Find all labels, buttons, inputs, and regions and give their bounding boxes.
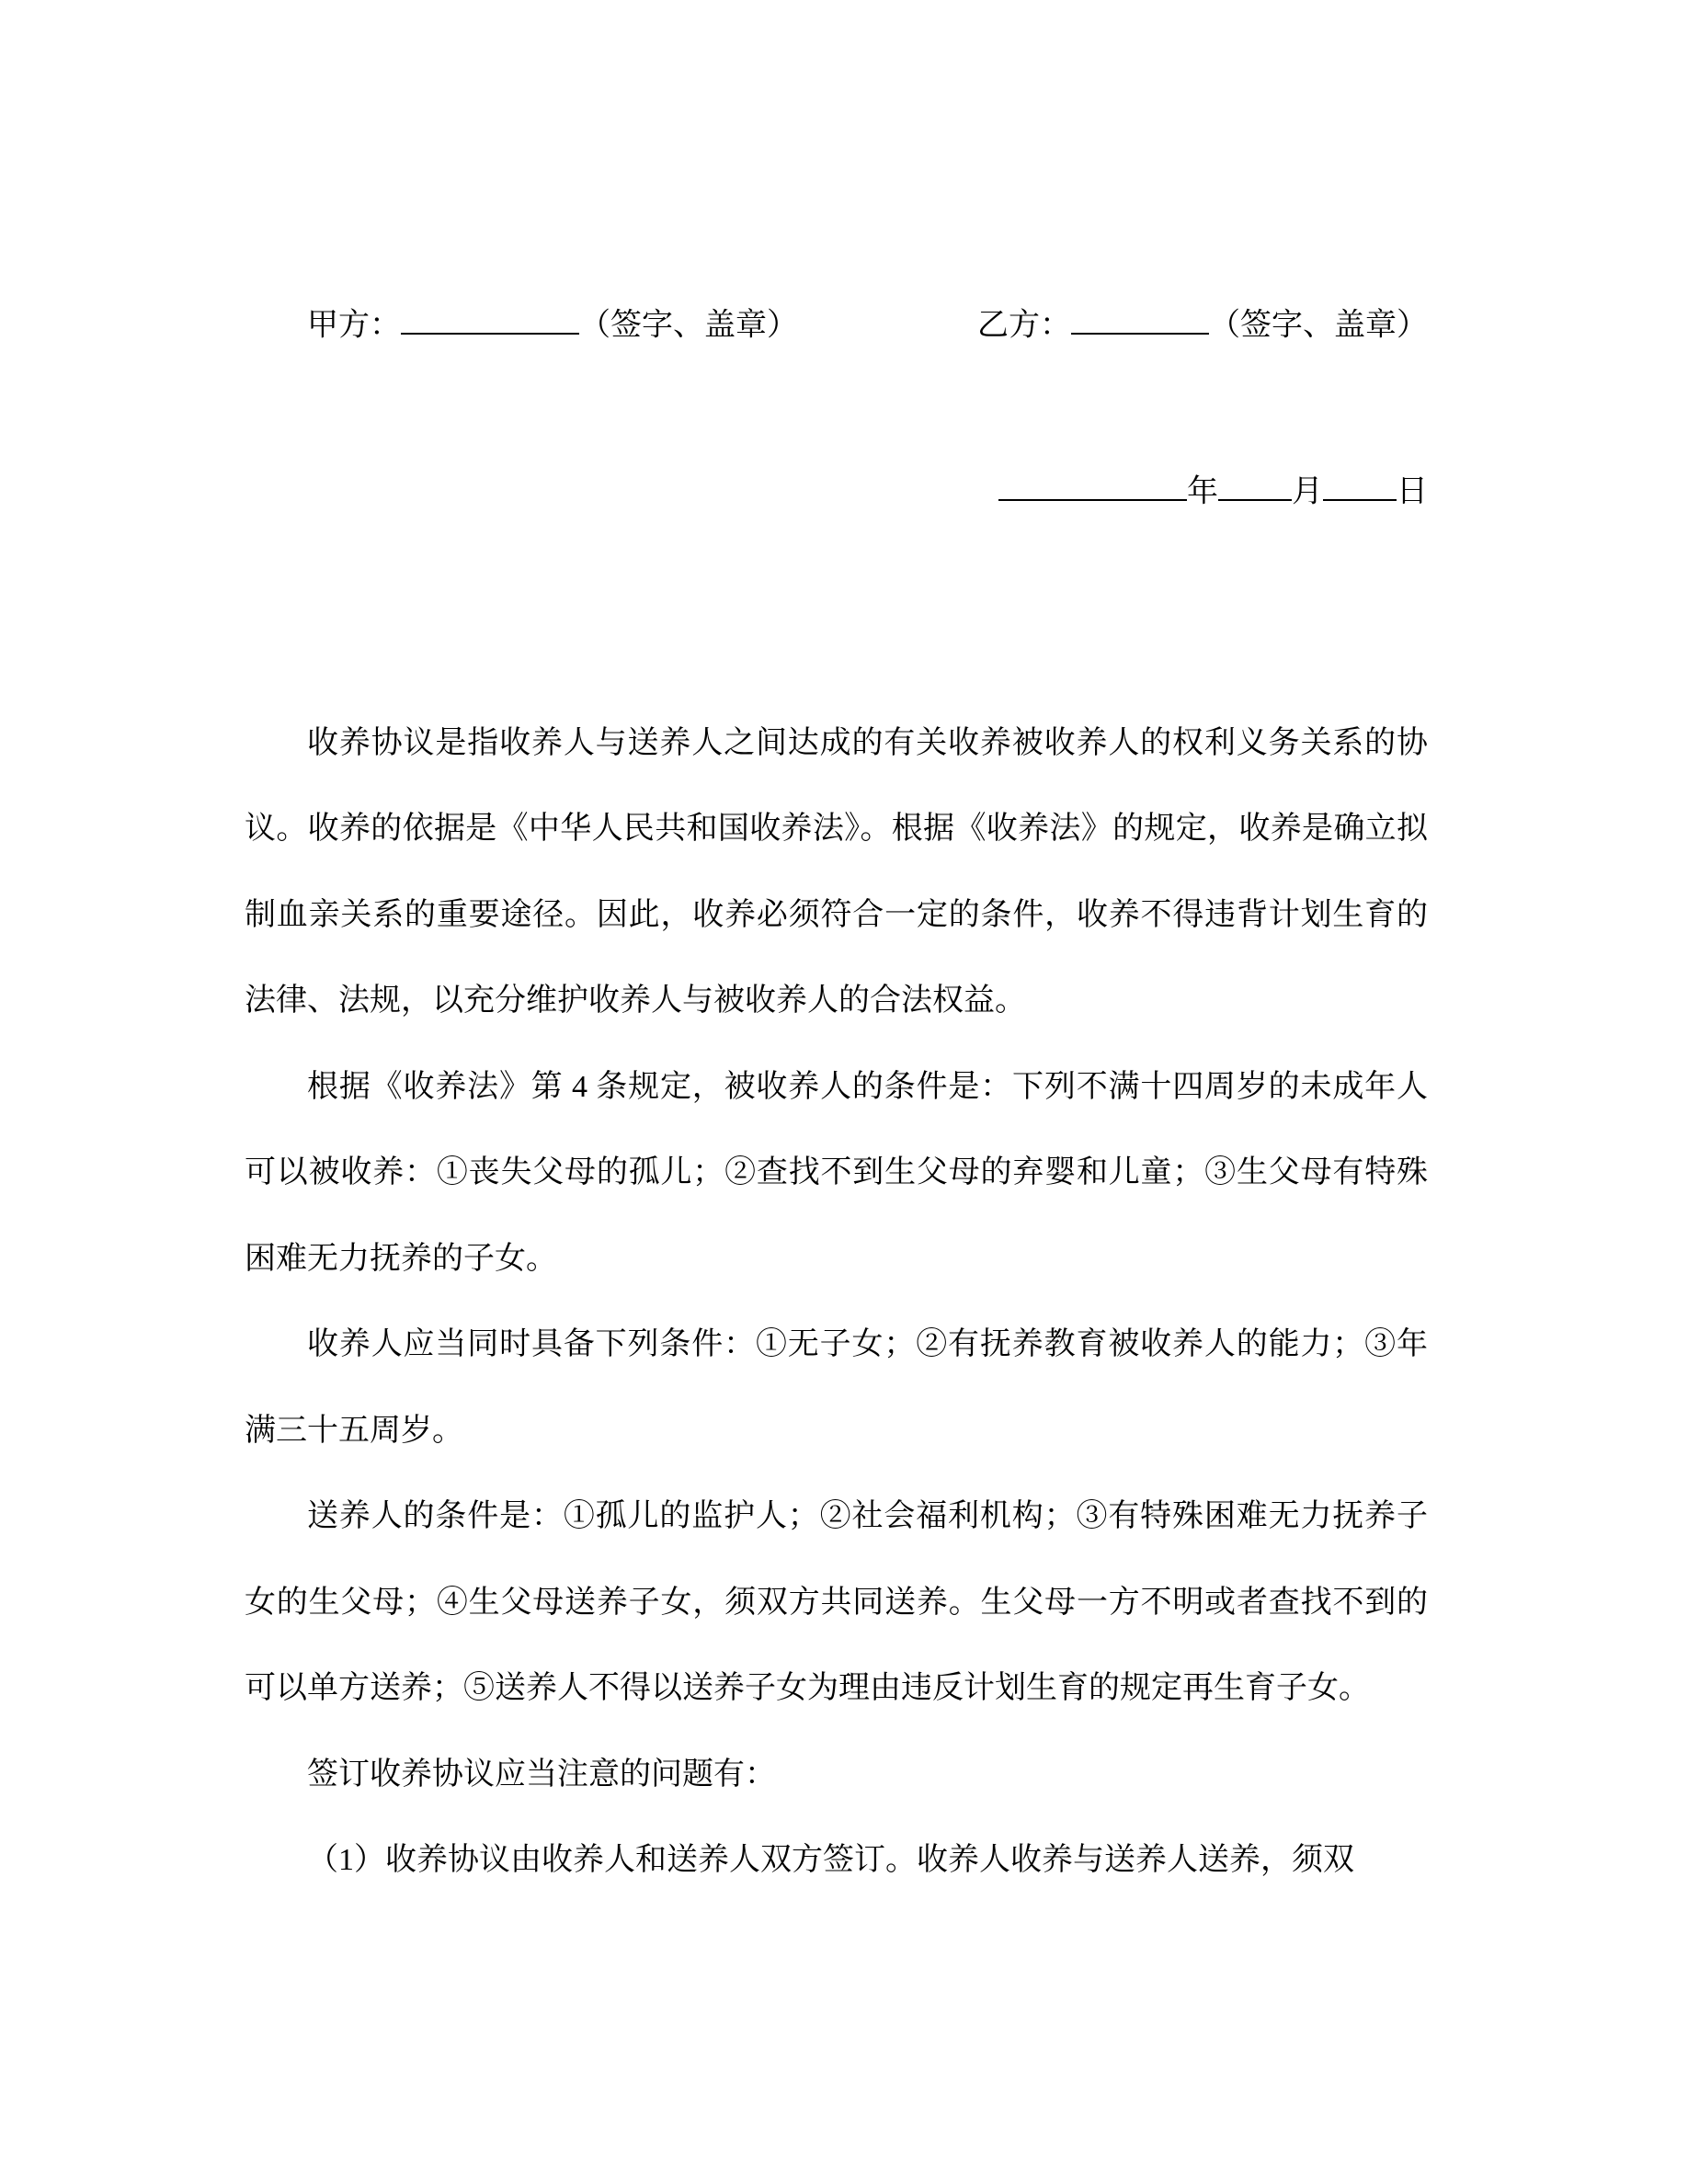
body-paragraph: 收养人应当同时具备下列条件：①无子女；②有抚养教育被收养人的能力；③年满三十五周岁。 xyxy=(245,1327,1428,1448)
party-b-signature xyxy=(977,303,1428,346)
date-day-label: 日 xyxy=(1397,474,1428,509)
body-paragraph: 根据《收养法》第 4 条规定，被收养人的条件是：下列不满十四周岁的未成年人可以被收养：①丧失父母的孤儿；②查找不到生父母的弃婴和儿童；③生父母有特殊困难无力抚养的子女。 xyxy=(245,1069,1428,1276)
body-paragraph: （1）收养协议由收养人和送养人双方签订。收养人收养与送养人送养，须双 xyxy=(307,1843,1354,1878)
date-year-blank-line xyxy=(998,470,1187,501)
party-b-suffix: （签字、盖章） xyxy=(1209,308,1428,343)
party-a-signature xyxy=(307,303,798,346)
document-body xyxy=(245,700,1428,1904)
party-a-blank-line xyxy=(401,303,579,335)
date-line xyxy=(245,470,1428,512)
party-b-label: 乙方： xyxy=(977,308,1071,343)
signature-row xyxy=(245,303,1428,346)
party-a-label: 甲方： xyxy=(307,308,401,343)
date-month-blank-line xyxy=(1218,470,1292,501)
body-paragraph: 签订收养协议应当注意的问题有： xyxy=(307,1757,776,1792)
date-year-label: 年 xyxy=(1187,474,1218,509)
body-paragraph: 收养协议是指收养人与送养人之间达成的有关收养被收养人的权利义务关系的协议。收养的依据是《中华人民共和国收养法》。根据《收养法》的规定，收养是确立拟制血亲关系的重要途径。因此，收养必须符合一定的条件，收养不得违背计划生育的法律、法规，以充分维护收养人与被收养人的合法权益。 xyxy=(245,725,1428,1018)
party-a-suffix: （签字、盖章） xyxy=(579,308,798,343)
body-paragraph: 送养人的条件是：①孤儿的监护人；②社会福利机构；③有特殊困难无力抚养子女的生父母；④生父母送养子女，须双方共同送养。生父母一方不明或者查找不到的可以单方送养；⑤送养人不得以送养子女为理由违反计划生育的规定再生育子女。 xyxy=(245,1499,1428,1706)
date-month-label: 月 xyxy=(1292,474,1323,509)
party-b-blank-line xyxy=(1071,303,1209,335)
date-day-blank-line xyxy=(1323,470,1397,501)
